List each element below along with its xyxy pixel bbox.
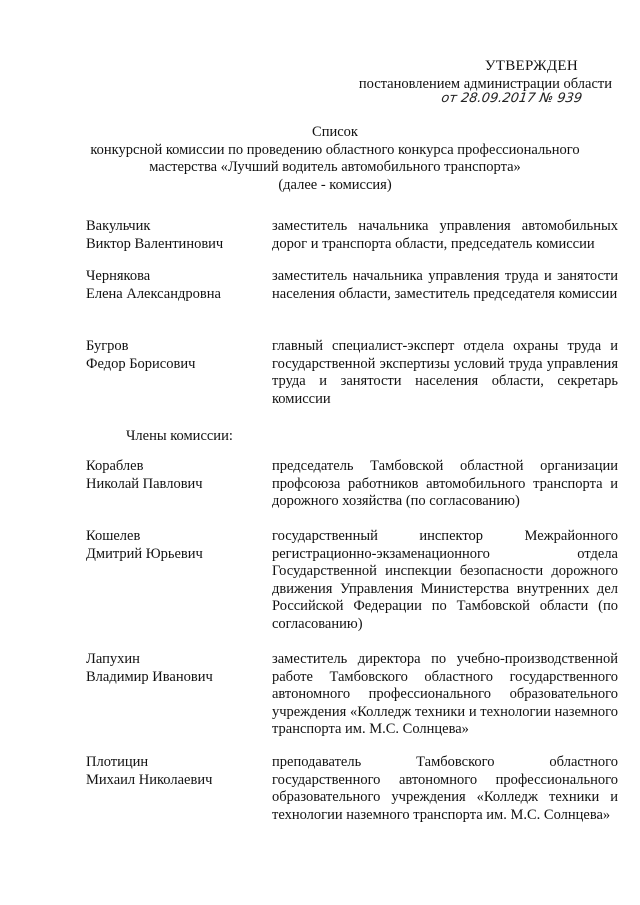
member-role: председатель Тамбовской областной организации профсоюза работников автомобильного транспорта и дорожного хозяйства (по согласованию) [272, 458, 618, 510]
member-name [86, 338, 266, 373]
member-name [86, 268, 266, 303]
members-section-label: Члены комиссии: [126, 428, 233, 444]
member-given-names: Виктор Валентинович [86, 235, 224, 252]
member-surname: Плотицин [86, 754, 149, 770]
member-name [86, 218, 266, 253]
member-surname: Чернякова [86, 268, 151, 284]
member-role: заместитель директора по учебно-производственной работе Тамбовского областного государственного автономного профессионального образовательного учреждения «Колледж техники и технологии наземного транспорта им. М.С. Солнцева» [272, 651, 618, 738]
member-role: преподаватель Тамбовского областного государственного автономного профессионального образовательного учреждения «Колледж техники и технологии наземного транспорта им. М.С. Солнцева» [272, 754, 618, 823]
member-name [86, 754, 266, 789]
member-given-names: Федор Борисович [86, 355, 196, 372]
member-role: государственный инспектор Межрайонного регистрационно-экзаменационного отдела Государственной инспекции безопасности дорожного движения Управления Министерства внутренних дел Российской Федерации по Тамбовской области (по согласованию) [272, 528, 618, 632]
member-role: заместитель начальника управления труда и занятости населения области, заместитель председателя комиссии [272, 268, 618, 302]
member-given-names: Дмитрий Юрьевич [86, 545, 203, 562]
decree-text: постановлением администрации области [358, 75, 612, 92]
member-given-names: Николай Павлович [86, 475, 203, 492]
member-surname: Лапухин [86, 651, 140, 667]
handwritten-date-number: от 28.09.2017 № 939 [440, 91, 584, 107]
member-given-names: Елена Александровна [86, 285, 221, 302]
member-surname: Бугров [86, 338, 129, 354]
member-surname: Кошелев [86, 528, 141, 544]
member-name [86, 651, 266, 686]
member-role: главный специалист-эксперт отдела охраны труда и государственной экспертизы условий труда управления труда и занятости населения области, секретарь комиссии [272, 338, 618, 407]
member-given-names: Михаил Николаевич [86, 771, 213, 788]
member-surname: Вакульчик [86, 218, 151, 234]
document-title [60, 124, 610, 194]
member-given-names: Владимир Иванович [86, 668, 213, 685]
approved-label: УТВЕРЖДЕН [484, 58, 578, 74]
member-role: заместитель начальника управления автомобильных дорог и транспорта области, председатель комиссии [272, 218, 618, 252]
member-name [86, 528, 266, 563]
title-line-2: мастерства «Лучший водитель автомобильного транспорта» [149, 159, 521, 176]
member-name [86, 458, 266, 493]
list-title: Список [312, 124, 358, 140]
title-line-1: конкурсной комиссии по проведению областного конкурса профессионального [90, 141, 580, 158]
member-surname: Кораблев [86, 458, 144, 474]
approval-stamp [340, 58, 612, 108]
title-line-3: (далее - комиссия) [278, 176, 392, 193]
